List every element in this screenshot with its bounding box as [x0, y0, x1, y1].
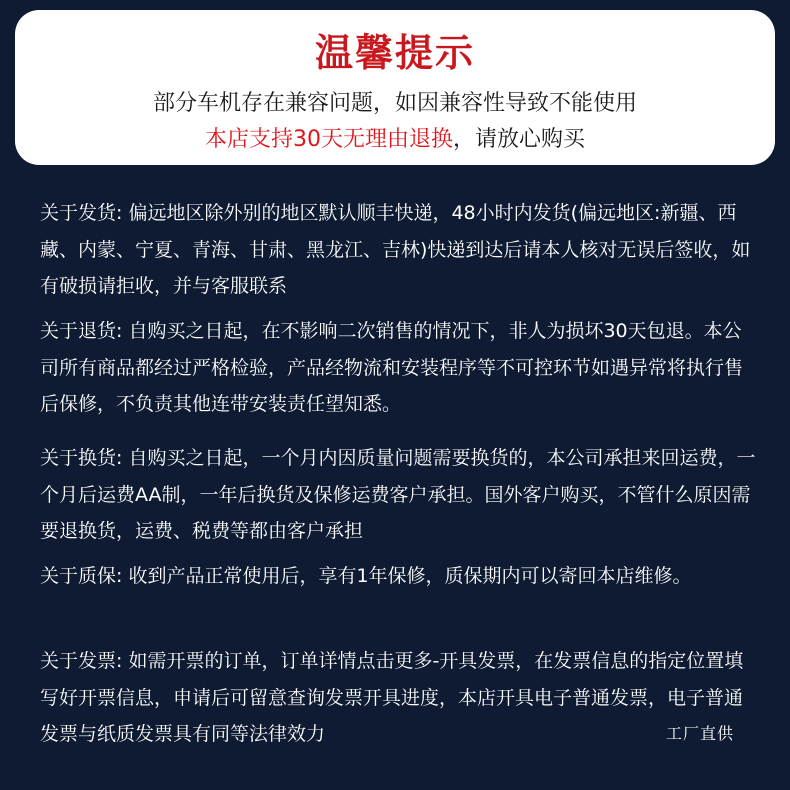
exchange-label: 关于换货: [40, 447, 129, 469]
invoice-policy [40, 643, 760, 753]
shipping-text: 偏远地区除外别的地区默认顺丰快递，48小时内发货(偏远地区:新疆、西藏、内蒙、宁夏、青海、甘肃、黑龙江、吉林)快递到达后请本人核对无误后签收，如有破损请拒收，并与客服联系 [40, 202, 751, 297]
notice-title: 温馨提示 [314, 31, 475, 75]
factory-direct-tag: 工厂直供 [666, 724, 735, 743]
return-guarantee-notice [15, 125, 775, 155]
warranty-text: 收到产品正常使用后，享有1年保修，质保期内可以寄回本店维修。 [128, 565, 692, 587]
warranty-label: 关于质保: [40, 565, 129, 587]
invoice-label: 关于发票: [40, 650, 129, 672]
exchange-policy [40, 440, 760, 550]
notice-card [15, 10, 775, 165]
shipping-label: 关于发货: [40, 202, 129, 224]
exchange-text: 自购买之日起，一个月内因质量问题需要换货的，本公司承担来回运费，一个月后运费AA制，一年后换货及保修运费客户承担。国外客户购买，不管什么原因需要退换货，运费、税费等都由客户承担 [40, 447, 756, 542]
warranty-policy [40, 558, 760, 595]
return-guarantee-rest: ，请放心购买 [452, 127, 585, 152]
shipping-policy [40, 195, 760, 305]
compatibility-notice: 部分车机存在兼容问题，如因兼容性导致不能使用 [152, 91, 637, 116]
return-guarantee-highlight: 本店支持30天无理由退换 [204, 127, 453, 152]
return-label: 关于退货: [40, 320, 129, 342]
return-policy [40, 313, 760, 423]
return-text: 自购买之日起，在不影响二次销售的情况下，非人为损坏30天包退。本公司所有商品都经过严格检验，产品经物流和安装程序等不可控环节如遇异常将执行售后保修，不负责其他连带安装责任望知悉。 [40, 320, 744, 415]
invoice-text: 如需开票的订单，订单详情点击更多-开具发票，在发票信息的指定位置填写好开票信息，申请后可留意查询发票开具进度，本店开具电子普通发票，电子普通发票与纸质发票具有同等法律效力 [40, 650, 744, 745]
